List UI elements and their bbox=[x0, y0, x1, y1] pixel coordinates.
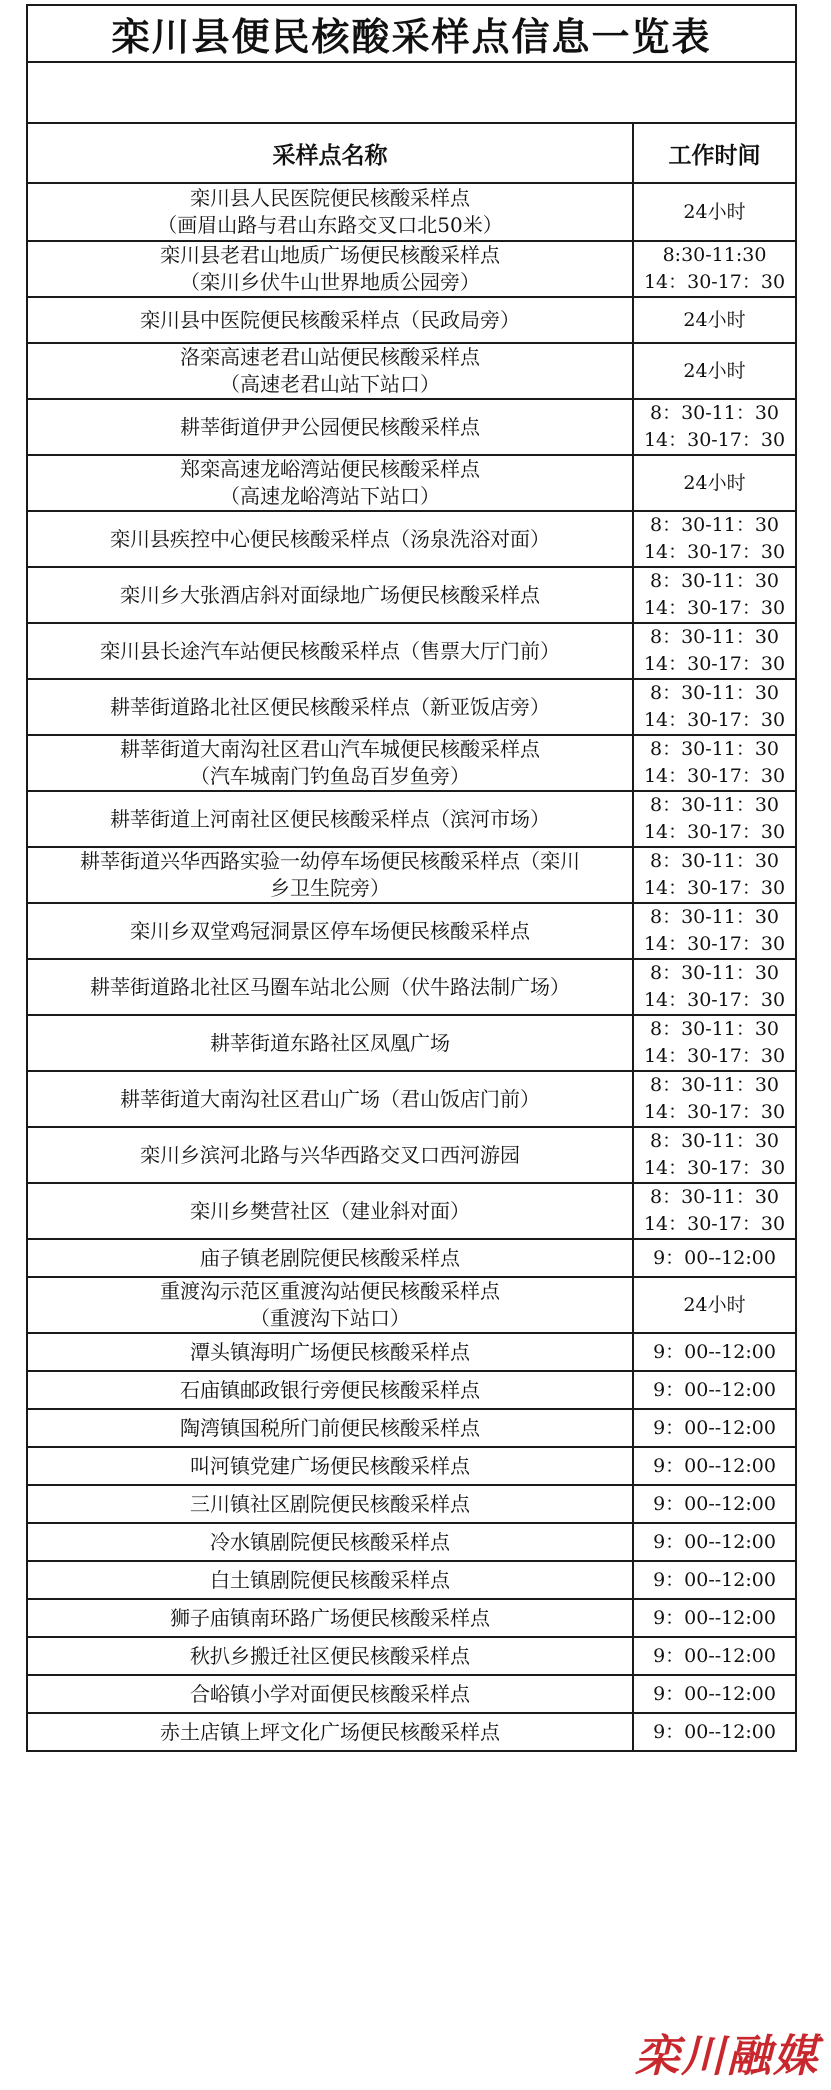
site-name-line: 栾川县疾控中心便民核酸采样点（汤泉洗浴对面） bbox=[110, 526, 550, 551]
site-name-line: 乡卫生院旁） bbox=[270, 876, 390, 900]
site-name-line: 洛栾高速老君山站便民核酸采样点 bbox=[180, 345, 480, 369]
table-row bbox=[27, 297, 796, 343]
page-title: 栾川县便民核酸采样点信息一览表 bbox=[27, 5, 796, 62]
site-name-line: 栾川乡滨河北路与兴华西路交叉口西河游园 bbox=[140, 1142, 520, 1167]
work-time-cell: 8：30-11：30 14：30-17：30 bbox=[633, 623, 796, 679]
header-row bbox=[27, 123, 796, 183]
site-name-line: 栾川县中医院便民核酸采样点（民政局旁） bbox=[140, 307, 520, 332]
site-name-cell bbox=[27, 1371, 633, 1409]
work-time-cell: 24小时 bbox=[633, 183, 796, 241]
work-time-cell: 9：00--12:00 bbox=[633, 1371, 796, 1409]
site-name-cell bbox=[27, 1713, 633, 1751]
site-name-line: 栾川县老君山地质广场便民核酸采样点 bbox=[160, 243, 500, 267]
work-time-cell: 9：00--12:00 bbox=[633, 1713, 796, 1751]
table-row bbox=[27, 1015, 796, 1071]
work-time-cell: 8：30-11：30 14：30-17：30 bbox=[633, 399, 796, 455]
table-row bbox=[27, 1675, 796, 1713]
table-row bbox=[27, 1523, 796, 1561]
table-row bbox=[27, 623, 796, 679]
table-row bbox=[27, 1371, 796, 1409]
table-row bbox=[27, 903, 796, 959]
site-name-line: 合峪镇小学对面便民核酸采样点 bbox=[190, 1681, 470, 1706]
table-row bbox=[27, 1637, 796, 1675]
work-time-cell: 9：00--12:00 bbox=[633, 1637, 796, 1675]
work-time-cell: 8：30-11：30 14：30-17：30 bbox=[633, 567, 796, 623]
table-row bbox=[27, 1277, 796, 1333]
site-name-cell bbox=[27, 1071, 633, 1127]
work-time-cell: 8：30-11：30 14：30-17：30 bbox=[633, 791, 796, 847]
site-name-line: 秋扒乡搬迁社区便民核酸采样点 bbox=[190, 1643, 470, 1668]
site-name-line: 赤土店镇上坪文化广场便民核酸采样点 bbox=[160, 1719, 500, 1744]
site-name-cell bbox=[27, 1333, 633, 1371]
work-time-cell: 8：30-11：30 14：30-17：30 bbox=[633, 511, 796, 567]
site-name-line: （重渡沟下站口） bbox=[250, 1306, 410, 1330]
site-name-cell bbox=[27, 567, 633, 623]
site-name-line: 陶湾镇国税所门前便民核酸采样点 bbox=[180, 1415, 480, 1440]
sampling-sites-table bbox=[26, 4, 797, 1752]
work-time-cell: 24小时 bbox=[633, 343, 796, 399]
work-time-cell: 8：30-11：30 14：30-17：30 bbox=[633, 1015, 796, 1071]
blank-cell bbox=[27, 62, 796, 123]
work-time-cell: 24小时 bbox=[633, 455, 796, 511]
work-time-cell: 9：00--12:00 bbox=[633, 1239, 796, 1277]
site-name-line: 石庙镇邮政银行旁便民核酸采样点 bbox=[180, 1377, 480, 1402]
table-row bbox=[27, 1561, 796, 1599]
site-name-line: 冷水镇剧院便民核酸采样点 bbox=[210, 1529, 450, 1554]
column-header-name: 采样点名称 bbox=[27, 123, 633, 183]
media-watermark: 栾川融媒 bbox=[635, 2031, 819, 2082]
site-name-line: 耕莘街道伊尹公园便民核酸采样点 bbox=[180, 414, 480, 439]
site-name-line: 重渡沟示范区重渡沟站便民核酸采样点 bbox=[160, 1279, 500, 1303]
site-name-line: 栾川乡双堂鸡冠洞景区停车场便民核酸采样点 bbox=[130, 918, 530, 943]
site-name-line: 潭头镇海明广场便民核酸采样点 bbox=[190, 1339, 470, 1364]
site-name-line: （高速龙峪湾站下站口） bbox=[220, 484, 440, 508]
table-row bbox=[27, 1183, 796, 1239]
table-row bbox=[27, 791, 796, 847]
work-time-cell: 8：30-11：30 14：30-17：30 bbox=[633, 903, 796, 959]
site-name-line: （高速老君山站下站口） bbox=[220, 372, 440, 396]
site-name-cell bbox=[27, 1561, 633, 1599]
site-name-cell bbox=[27, 455, 633, 511]
site-name-cell bbox=[27, 735, 633, 791]
table-row bbox=[27, 1599, 796, 1637]
site-name-cell bbox=[27, 959, 633, 1015]
site-name-cell bbox=[27, 903, 633, 959]
work-time-cell: 9：00--12:00 bbox=[633, 1447, 796, 1485]
site-name-line: 白土镇剧院便民核酸采样点 bbox=[210, 1567, 450, 1592]
site-name-cell bbox=[27, 241, 633, 297]
site-name-cell bbox=[27, 399, 633, 455]
work-time-cell: 8：30-11：30 14：30-17：30 bbox=[633, 735, 796, 791]
site-name-line: 耕莘街道大南沟社区君山广场（君山饭店门前） bbox=[120, 1086, 540, 1111]
title-row bbox=[27, 5, 796, 62]
table-row bbox=[27, 183, 796, 241]
site-name-cell bbox=[27, 1183, 633, 1239]
site-name-cell bbox=[27, 511, 633, 567]
site-name-cell bbox=[27, 1485, 633, 1523]
table-row bbox=[27, 1071, 796, 1127]
table-row bbox=[27, 679, 796, 735]
site-name-cell bbox=[27, 623, 633, 679]
table-row bbox=[27, 959, 796, 1015]
site-name-line: 叫河镇党建广场便民核酸采样点 bbox=[190, 1453, 470, 1478]
site-name-line: 耕莘街道东路社区凤凰广场 bbox=[210, 1030, 450, 1055]
site-name-line: 栾川县长途汽车站便民核酸采样点（售票大厅门前） bbox=[100, 638, 560, 663]
site-name-cell bbox=[27, 183, 633, 241]
site-name-line: 狮子庙镇南环路广场便民核酸采样点 bbox=[170, 1605, 490, 1630]
blank-row bbox=[27, 62, 796, 123]
site-name-cell bbox=[27, 1675, 633, 1713]
table-row bbox=[27, 847, 796, 903]
work-time-cell: 9：00--12:00 bbox=[633, 1333, 796, 1371]
work-time-cell: 24小时 bbox=[633, 1277, 796, 1333]
site-name-line: 三川镇社区剧院便民核酸采样点 bbox=[190, 1491, 470, 1516]
site-name-cell bbox=[27, 1447, 633, 1485]
table-row bbox=[27, 399, 796, 455]
work-time-cell: 8：30-11：30 14：30-17：30 bbox=[633, 1127, 796, 1183]
work-time-cell: 8：30-11：30 14：30-17：30 bbox=[633, 847, 796, 903]
work-time-cell: 8:30-11:30 14：30-17：30 bbox=[633, 241, 796, 297]
table-row bbox=[27, 735, 796, 791]
table-row bbox=[27, 1485, 796, 1523]
table-row bbox=[27, 1713, 796, 1751]
site-name-cell bbox=[27, 1015, 633, 1071]
site-name-line: 耕莘街道路北社区便民核酸采样点（新亚饭店旁） bbox=[110, 694, 550, 719]
table-row bbox=[27, 1239, 796, 1277]
table-row bbox=[27, 241, 796, 297]
table-row bbox=[27, 1447, 796, 1485]
work-time-cell: 24小时 bbox=[633, 297, 796, 343]
site-name-line: 耕莘街道兴华西路实验一幼停车场便民核酸采样点（栾川 bbox=[80, 849, 580, 873]
work-time-cell: 9：00--12:00 bbox=[633, 1523, 796, 1561]
site-name-line: 栾川乡樊营社区（建业斜对面） bbox=[190, 1198, 470, 1223]
site-name-line: （栾川乡伏牛山世界地质公园旁） bbox=[180, 270, 480, 294]
site-name-cell bbox=[27, 343, 633, 399]
work-time-cell: 8：30-11：30 14：30-17：30 bbox=[633, 1071, 796, 1127]
site-name-cell bbox=[27, 791, 633, 847]
site-name-cell bbox=[27, 1599, 633, 1637]
table-row bbox=[27, 455, 796, 511]
site-name-cell bbox=[27, 1523, 633, 1561]
table-row bbox=[27, 567, 796, 623]
work-time-cell: 8：30-11：30 14：30-17：30 bbox=[633, 679, 796, 735]
site-name-cell bbox=[27, 679, 633, 735]
site-name-cell bbox=[27, 847, 633, 903]
work-time-cell: 9：00--12:00 bbox=[633, 1485, 796, 1523]
work-time-cell: 8：30-11：30 14：30-17：30 bbox=[633, 1183, 796, 1239]
site-name-line: 耕莘街道路北社区马圈车站北公厕（伏牛路法制广场） bbox=[90, 974, 570, 999]
table-row bbox=[27, 1333, 796, 1371]
column-header-time: 工作时间 bbox=[633, 123, 796, 183]
site-name-line: 耕莘街道大南沟社区君山汽车城便民核酸采样点 bbox=[120, 737, 540, 761]
table-row bbox=[27, 1409, 796, 1447]
site-name-cell bbox=[27, 297, 633, 343]
table-row bbox=[27, 511, 796, 567]
site-name-line: 栾川县人民医院便民核酸采样点 bbox=[190, 186, 470, 210]
table-row bbox=[27, 343, 796, 399]
site-name-cell bbox=[27, 1409, 633, 1447]
site-name-cell bbox=[27, 1127, 633, 1183]
site-name-line: （画眉山路与君山东路交叉口北50米） bbox=[157, 213, 503, 237]
work-time-cell: 9：00--12:00 bbox=[633, 1409, 796, 1447]
site-name-cell bbox=[27, 1277, 633, 1333]
site-name-line: 郑栾高速龙峪湾站便民核酸采样点 bbox=[180, 457, 480, 481]
site-name-cell bbox=[27, 1239, 633, 1277]
work-time-cell: 9：00--12:00 bbox=[633, 1599, 796, 1637]
site-name-line: 耕莘街道上河南社区便民核酸采样点（滨河市场） bbox=[110, 806, 550, 831]
site-name-cell bbox=[27, 1637, 633, 1675]
work-time-cell: 8：30-11：30 14：30-17：30 bbox=[633, 959, 796, 1015]
site-name-line: （汽车城南门钓鱼岛百岁鱼旁） bbox=[190, 764, 470, 788]
site-name-line: 栾川乡大张酒店斜对面绿地广场便民核酸采样点 bbox=[120, 582, 540, 607]
table-row bbox=[27, 1127, 796, 1183]
work-time-cell: 9：00--12:00 bbox=[633, 1675, 796, 1713]
site-name-line: 庙子镇老剧院便民核酸采样点 bbox=[200, 1245, 460, 1270]
work-time-cell: 9：00--12:00 bbox=[633, 1561, 796, 1599]
